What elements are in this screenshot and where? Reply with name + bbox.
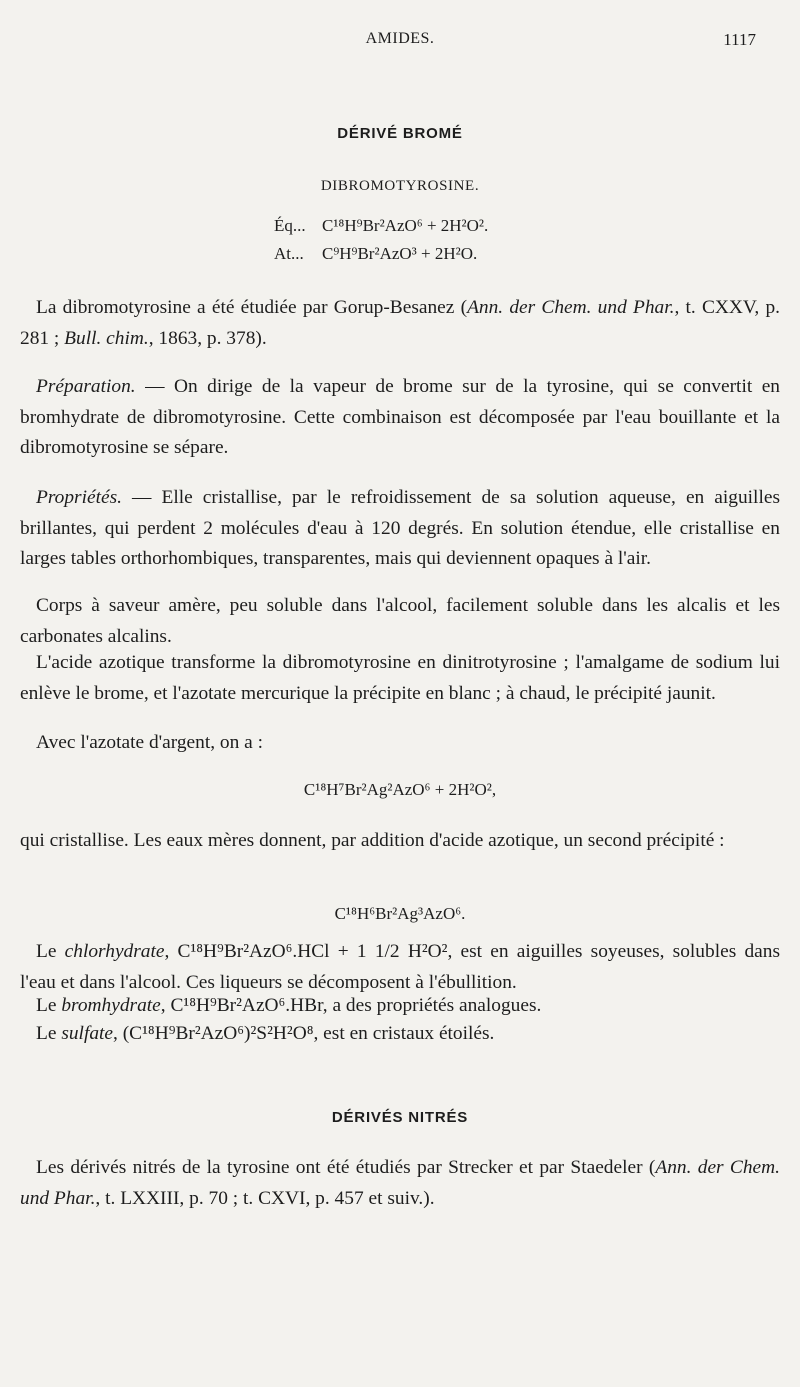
- salt-name: sulfate: [61, 1023, 114, 1044]
- sulfate-paragraph: [20, 1019, 780, 1050]
- formula-atomic: [274, 244, 477, 264]
- formula-second-precipitate: C¹⁸H⁶Br²Ag³AzO⁶.: [334, 904, 466, 923]
- text-run: — Elle cristallise, par le refroidissement de sa solution aqueuse, en aiguilles brillantes, qui perdent 2 molécules d'eau à 120 degrés. En solution étendue, elle cristallise en larges tables orthorhombiques, transparentes, mais qui deviennent opaques à l'air.: [20, 487, 780, 569]
- formula-label: At...: [274, 244, 304, 263]
- text-run: Le: [36, 995, 62, 1016]
- acide-paragraph: L'acide azotique transforme la dibromotyrosine en dinitrotyrosine ; l'amalgame de sodium lui enlève le brome, et l'azotate mercurique la précipite en blanc ; à chaud, le précipité jaunit.: [20, 652, 780, 704]
- journal-reference: Bull. chim.: [64, 327, 149, 349]
- bromhydrate-paragraph: [20, 991, 780, 1022]
- text-run: , t. LXXIII, p. 70 ; t. CXVI, p. 457 et suiv.).: [95, 1187, 435, 1209]
- text-run: , (C¹⁸H⁹Br²AzO⁶)²S²H²O⁸, est en cristaux étoilés.: [113, 1023, 495, 1044]
- section-heading-derives-nitres: DÉRIVÉS NITRÉS: [331, 1109, 469, 1126]
- formula-value: C¹⁸H⁹Br²AzO⁶ + 2H²O².: [322, 216, 489, 235]
- corps-paragraph: Corps à saveur amère, peu soluble dans l'alcool, facilement soluble dans les alcalis et les carbonates alcalins.: [20, 595, 780, 647]
- paragraph-lead: Propriétés.: [36, 487, 122, 508]
- proprietes-paragraph: [20, 483, 780, 575]
- text-run: , C¹⁸H⁹Br²AzO⁶.HCl + 1 1/2 H²O², est en aiguilles soyeuses, solubles dans l'eau et dans l'alcool. Ces liqueurs se décomposent à l'ébullition.: [20, 941, 780, 993]
- salt-name: chlorhydrate: [64, 941, 165, 962]
- text-run: Les dérivés nitrés de la tyrosine ont été étudiés par Strecker et par Staedeler (: [36, 1157, 656, 1178]
- paragraph-lead: Préparation.: [36, 376, 136, 397]
- page-number: 1117: [723, 30, 756, 49]
- compound-title: DIBROMOTYROSINE.: [320, 178, 480, 194]
- azotate-paragraph: Avec l'azotate d'argent, on a :: [36, 732, 264, 753]
- page-header: [0, 30, 800, 56]
- intro-paragraph: [20, 293, 780, 354]
- journal-reference: Ann. der Chem. und Phar.: [467, 297, 675, 318]
- preparation-paragraph: [20, 372, 780, 464]
- text-run: Le: [36, 941, 65, 962]
- chlorhydrate-paragraph: [20, 937, 780, 998]
- text-run: , t. CXXV, p. 281 ;: [20, 297, 780, 349]
- running-title: AMIDES.: [365, 30, 435, 47]
- formula-label: Éq...: [274, 216, 306, 235]
- formula-value: C⁹H⁹Br²AzO³ + 2H²O.: [322, 244, 478, 263]
- text-run: — On dirige de la vapeur de brome sur de la tyrosine, qui se convertit en bromhydrate de dibromotyrosine. Cette combinaison est décomposée par l'eau bouillante et la dibromotyrosine se sépare.: [20, 376, 780, 458]
- formula-silver-salt: C¹⁸H⁷Br²Ag²AzO⁶ + 2H²O²,: [303, 780, 497, 799]
- journal-reference: Ann. der Chem. und Phar.: [20, 1157, 781, 1209]
- text-run: , C¹⁸H⁹Br²AzO⁶.HBr, a des propriétés analogues.: [160, 995, 542, 1016]
- formula-equivalents: [274, 216, 488, 236]
- text-run: , 1863, p. 378).: [148, 327, 267, 349]
- section-heading-derive-brome: DÉRIVÉ BROMÉ: [337, 125, 463, 142]
- nitres-paragraph: [20, 1153, 780, 1214]
- text-run: Le: [36, 1023, 62, 1044]
- text-run: La dibromotyrosine a été étudiée par Gorup-Besanez (: [36, 297, 468, 318]
- salt-name: bromhydrate: [61, 995, 161, 1016]
- cristallise-paragraph: qui cristallise. Les eaux mères donnent, par addition d'acide azotique, un second précipité :: [20, 830, 725, 851]
